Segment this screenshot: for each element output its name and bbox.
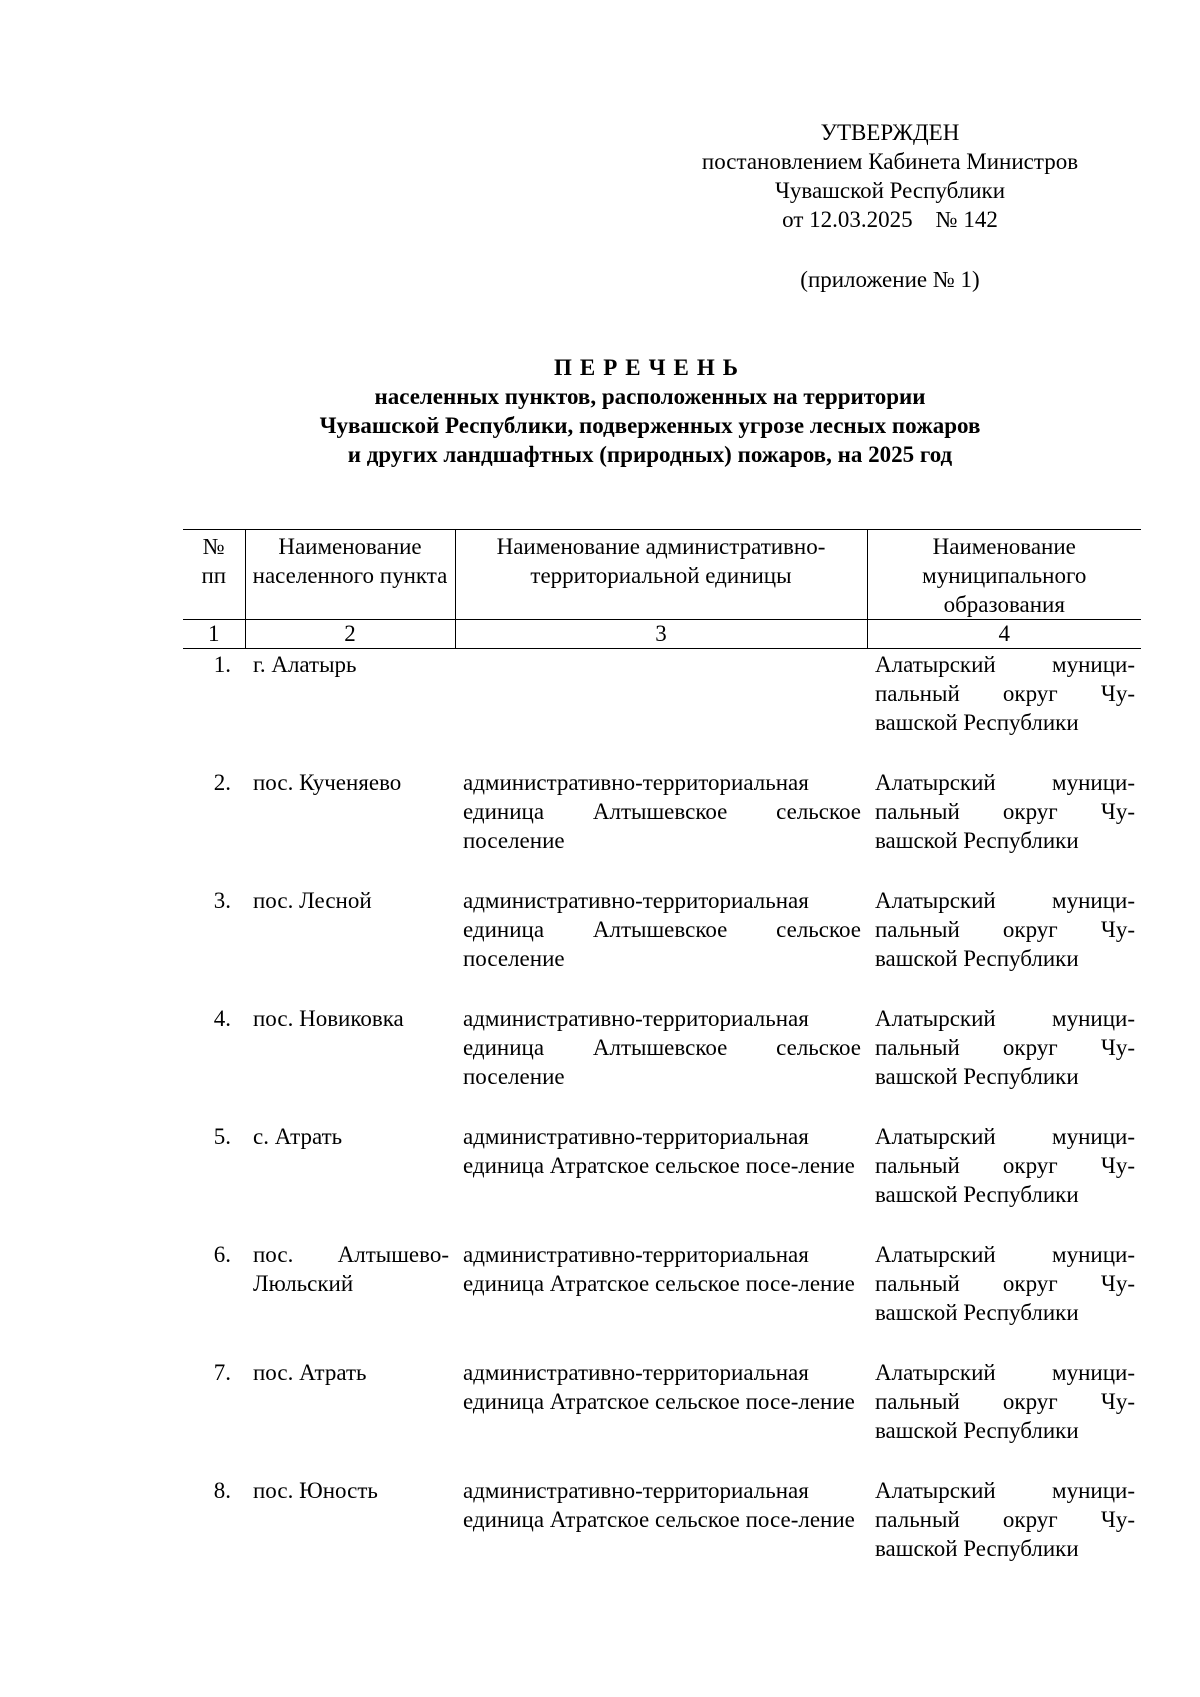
table-row: [183, 768, 1141, 886]
table-row: [183, 1476, 1141, 1594]
column-number: 2: [245, 620, 455, 649]
approval-date-number: от 12.03.2025 № 142: [782, 207, 998, 232]
admin-unit-name: административно-территориальная единица Атратское сельское посе-ление: [463, 1360, 855, 1414]
approval-authority: постановлением Кабинета Министров: [701, 149, 1079, 174]
table-row: [183, 886, 1141, 1004]
row-number: 5.: [213, 1124, 231, 1149]
approval-block: [660, 118, 1120, 234]
municipality-name: Алатырский муници-пальный округ Чу-вашской Республики: [875, 1360, 1135, 1443]
municipality-name: Алатырский муници-пальный округ Чу-вашской Республики: [875, 1242, 1135, 1325]
admin-unit-name: административно-территориальная единица Атратское сельское посе-ление: [463, 1478, 855, 1532]
municipality-name: Алатырский муници-пальный округ Чу-вашской Республики: [875, 888, 1135, 971]
row-number: 8.: [213, 1478, 231, 1503]
settlement-name: с. Атрать: [253, 1124, 343, 1149]
settlement-name: пос. Кученяево: [253, 770, 402, 795]
column-number: 4: [867, 620, 1141, 649]
approval-status: УТВЕРЖДЕН: [820, 120, 960, 145]
admin-unit-name: административно-территориальная единица Атратское сельское посе-ление: [463, 1242, 855, 1296]
table-row: [183, 649, 1141, 769]
admin-unit-name: административно-территориальная единица Атратское сельское посе-ление: [463, 1124, 855, 1178]
title-heading: ПЕРЕЧЕНЬ: [554, 355, 746, 380]
title-line-2: Чувашской Республики, подверженных угрозе лесных пожаров: [319, 413, 981, 438]
admin-unit-name: административно-территориальная единица Алтышевское сельское поселение: [463, 888, 861, 971]
table-row: [183, 1004, 1141, 1122]
settlement-name: пос. Юность: [253, 1478, 378, 1503]
row-number: 1.: [213, 652, 231, 677]
admin-unit-name: административно-территориальная единица Алтышевское сельское поселение: [463, 770, 861, 853]
settlement-name: г. Алатырь: [253, 652, 357, 677]
municipality-name: Алатырский муници-пальный округ Чу-вашской Республики: [875, 1006, 1135, 1089]
table-row: [183, 1240, 1141, 1358]
document-title: [200, 353, 1100, 469]
title-line-3: и других ландшафтных (природных) пожаров, на 2025 год: [347, 442, 953, 467]
appendix-note: (приложение № 1): [800, 267, 980, 292]
table-row: [183, 1358, 1141, 1476]
municipality-name: Алатырский муници-пальный округ Чу-вашской Республики: [875, 1478, 1135, 1561]
table-header: [183, 530, 1141, 649]
admin-unit-name: административно-территориальная единица Алтышевское сельское поселение: [463, 1006, 861, 1089]
settlements-table: [183, 529, 1141, 1594]
column-number: 3: [455, 620, 867, 649]
column-number: 1: [183, 620, 245, 649]
table-row: [183, 1122, 1141, 1240]
table-body: [183, 649, 1141, 1595]
header-admin-unit: Наименование административно-территориальной единицы: [455, 530, 867, 620]
row-number: 2.: [213, 770, 231, 795]
settlement-name: пос. Алтышево-Люльский: [253, 1242, 449, 1296]
municipality-name: Алатырский муници-пальный округ Чу-вашской Республики: [875, 1124, 1135, 1207]
header-number: № пп: [183, 530, 245, 620]
header-municipality: Наименование муниципального образования: [867, 530, 1141, 620]
row-number: 6.: [213, 1242, 231, 1267]
approval-republic: Чувашской Республики: [774, 178, 1006, 203]
municipality-name: Алатырский муници-пальный округ Чу-вашской Республики: [875, 652, 1135, 735]
settlement-name: пос. Атрать: [253, 1360, 367, 1385]
row-number: 4.: [213, 1006, 231, 1031]
row-number: 3.: [213, 888, 231, 913]
admin-unit-name: [455, 649, 867, 769]
column-number-row: [183, 620, 1141, 649]
municipality-name: Алатырский муници-пальный округ Чу-вашской Республики: [875, 770, 1135, 853]
header-settlement: Наименование населенного пункта: [245, 530, 455, 620]
settlement-name: пос. Лесной: [253, 888, 372, 913]
settlement-name: пос. Новиковка: [253, 1006, 404, 1031]
row-number: 7.: [213, 1360, 231, 1385]
title-line-1: населенных пунктов, расположенных на территории: [374, 384, 926, 409]
